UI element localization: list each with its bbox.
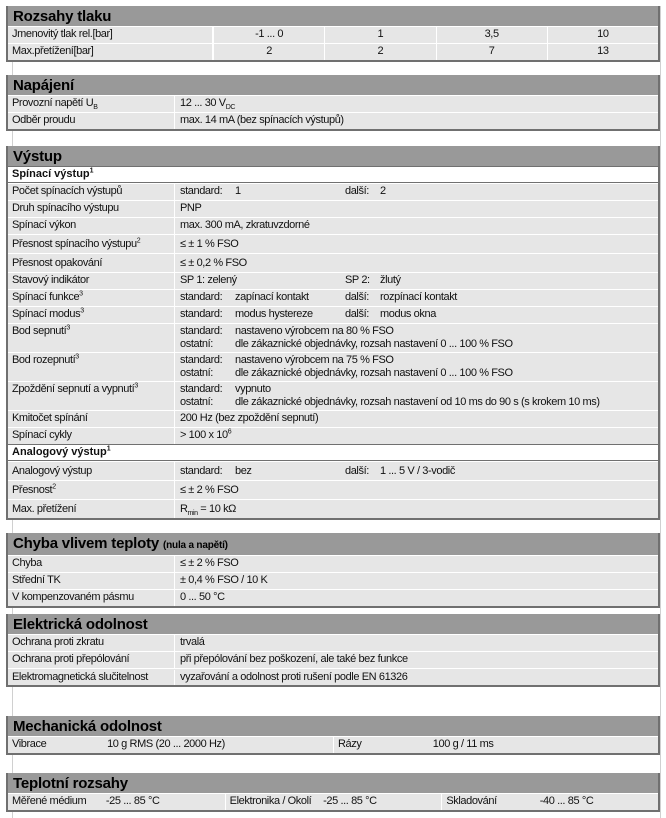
value-line bbox=[180, 396, 653, 409]
pair-value: -25 ... 85 °C bbox=[323, 795, 377, 807]
row-label-text: Bod sepnutí$^3$ bbox=[12, 324, 70, 337]
row-unit: [bar] bbox=[73, 45, 94, 57]
table-row bbox=[8, 272, 658, 289]
table-row bbox=[8, 634, 658, 651]
row-value bbox=[175, 428, 658, 444]
row-value-text: ≤ ± 2 % FSO bbox=[180, 557, 239, 569]
table-row bbox=[8, 200, 658, 217]
row-value-text: 200 Hz (bez zpoždění sepnutí) bbox=[180, 412, 319, 424]
other-value: žlutý bbox=[380, 274, 401, 286]
row-label-text: Provozní napětí $U_B$ bbox=[12, 97, 98, 112]
row-value bbox=[175, 500, 658, 518]
line-value: vypnuto bbox=[235, 383, 271, 395]
subsection-header bbox=[8, 444, 658, 461]
line-key: standard: bbox=[180, 325, 223, 337]
table-row bbox=[8, 499, 658, 518]
table-row bbox=[8, 555, 658, 572]
section-rozsahy-tlaku bbox=[6, 6, 660, 62]
row-label bbox=[8, 462, 175, 480]
row-value-text: 12 ... 30 $V_{DC}$ bbox=[180, 97, 236, 112]
row-label-text: Spínací modus$^3$ bbox=[12, 307, 84, 320]
table-row bbox=[8, 352, 658, 381]
row-value bbox=[175, 113, 658, 129]
row-label bbox=[8, 113, 175, 129]
row-label-text: Přesnost$^2$ bbox=[12, 483, 56, 496]
section-elektricka-odolnost bbox=[6, 614, 660, 687]
row-label bbox=[8, 590, 175, 606]
row-label bbox=[8, 273, 175, 289]
row-value bbox=[175, 590, 658, 606]
row-label-text: Ochrana proti zkratu bbox=[12, 636, 104, 648]
row-value-text: max. 14 mA (bez spínacích výstupů) bbox=[180, 114, 344, 126]
pair-value: -25 ... 85 °C bbox=[105, 795, 160, 807]
row-label-text: Počet spínacích výstupů bbox=[12, 185, 123, 197]
pair-cell bbox=[8, 737, 333, 753]
row-label bbox=[8, 44, 213, 60]
row-label bbox=[8, 652, 175, 668]
standard-value: 1 bbox=[235, 185, 241, 197]
row-label-text: Zpoždění sepnutí a vypnutí$^3$ bbox=[12, 382, 138, 395]
row-label-text: Přesnost spínacího výstupu$^2$ bbox=[12, 237, 141, 250]
standard-key: standard: bbox=[180, 308, 223, 320]
value-cell: 3,5 bbox=[436, 27, 547, 43]
row-value-text: ≤ ± 1 % FSO bbox=[180, 238, 239, 250]
value-line bbox=[180, 367, 653, 380]
row-value bbox=[175, 573, 658, 589]
row-value-text: PNP bbox=[180, 202, 202, 214]
row-label-text-subscript: B bbox=[93, 104, 98, 112]
line-value: dle zákaznické objednávky, rozsah nastavení od 10 ms do 90 s (s krokem 10 ms) bbox=[235, 396, 600, 408]
line-key: standard: bbox=[180, 383, 223, 395]
row-label-text: Spínací výkon bbox=[12, 219, 76, 231]
row-label-text: Druh spínacího výstupu bbox=[12, 202, 119, 214]
section-mechanicka-odolnost bbox=[6, 716, 660, 755]
section-chyba-vlivem-teploty bbox=[6, 533, 660, 608]
table-row bbox=[8, 112, 658, 129]
line-value: dle zákaznické objednávky, rozsah nastavení 0 ... 100 % FSO bbox=[235, 338, 513, 350]
row-label bbox=[8, 635, 175, 651]
subsection-label-superscript: 1 bbox=[89, 167, 94, 175]
row-value-text: > 100 x $10^6$ bbox=[180, 428, 232, 441]
pair-label: Měřené médium bbox=[12, 795, 87, 807]
section-teplotni-rozsahy bbox=[6, 773, 660, 812]
value-line bbox=[180, 354, 653, 367]
row-value bbox=[175, 382, 658, 410]
row-value-text: při přepólování bez poškození, ale také bez funkce bbox=[180, 653, 408, 665]
row-label-text: Elektromagnetická slučitelnost bbox=[12, 670, 148, 683]
row-label-text: V kompenzovaném pásmu bbox=[12, 591, 134, 603]
pair-label: Vibrace bbox=[12, 738, 47, 750]
other-key: další: bbox=[345, 185, 369, 197]
row-value bbox=[175, 218, 658, 234]
subsection-label: Analogový výstup$^1$ bbox=[12, 445, 111, 458]
standard-key: standard: bbox=[180, 185, 223, 197]
line-value: dle zákaznické objednávky, rozsah nastavení 0 ... 100 % FSO bbox=[235, 367, 513, 379]
table-row bbox=[8, 306, 658, 323]
pair-label: Elektronika / Okolí bbox=[229, 795, 312, 807]
row-value-text: ± 0,4 % FSO / 10 K bbox=[180, 574, 268, 586]
pair-value: -40 ... 85 °C bbox=[539, 795, 594, 807]
row-value-text-subscript: DC bbox=[225, 104, 236, 112]
row-value bbox=[175, 184, 658, 200]
standard-key: standard: bbox=[180, 465, 223, 477]
other-key: další: bbox=[345, 308, 369, 320]
line-value: nastaveno výrobcem na 80 % FSO bbox=[235, 325, 394, 337]
row-value bbox=[175, 290, 658, 306]
row-value bbox=[175, 254, 658, 272]
row-value bbox=[175, 670, 658, 685]
row-value bbox=[175, 481, 658, 499]
row-label-text: Max. přetížení bbox=[12, 503, 77, 515]
value-cell: 10 bbox=[547, 27, 658, 43]
table-row bbox=[8, 793, 658, 810]
value-cell: 2 bbox=[324, 44, 435, 60]
section-title: Rozsahy tlaku bbox=[8, 6, 658, 26]
value-line bbox=[180, 383, 653, 396]
row-label bbox=[8, 411, 175, 427]
table-row bbox=[8, 381, 658, 410]
row-label-text: Kmitočet spínání bbox=[12, 412, 88, 424]
row-label-text-superscript: 3 bbox=[75, 353, 79, 361]
row-label-text-superscript: 2 bbox=[136, 237, 141, 245]
row-label bbox=[8, 428, 175, 444]
row-label bbox=[8, 201, 175, 217]
row-value-text: vyzařování a odolnost proti rušení podle EN 61326 bbox=[180, 670, 408, 683]
table-row bbox=[8, 427, 658, 444]
line-key: ostatní: bbox=[180, 338, 213, 350]
row-value bbox=[175, 411, 658, 427]
row-label bbox=[8, 290, 175, 306]
row-value bbox=[175, 201, 658, 217]
table-row bbox=[8, 183, 658, 200]
row-label-text: Spínací funkce$^3$ bbox=[12, 290, 83, 303]
row-label-text: Analogový výstup bbox=[12, 465, 92, 477]
table-row bbox=[8, 572, 658, 589]
other-value: modus okna bbox=[380, 308, 436, 320]
section-title: Chyba vlivem teploty (nula a napětí) bbox=[8, 533, 658, 555]
standard-value: modus hystereze bbox=[235, 308, 313, 320]
line-key: standard: bbox=[180, 354, 223, 366]
row-value bbox=[175, 353, 658, 381]
other-value: rozpínací kontakt bbox=[380, 291, 457, 303]
row-value bbox=[175, 96, 658, 112]
table-row bbox=[8, 651, 658, 668]
table-row bbox=[8, 410, 658, 427]
standard-value: bez bbox=[235, 465, 252, 477]
line-key: ostatní: bbox=[180, 367, 213, 379]
value-cell: 13 bbox=[547, 44, 658, 60]
row-label bbox=[8, 353, 175, 381]
row-label-text: Přesnost opakování bbox=[12, 257, 103, 269]
subsection-header bbox=[8, 166, 658, 183]
section-title: Výstup bbox=[8, 146, 658, 166]
other-value: 2 bbox=[380, 185, 386, 197]
pair-value: 100 g / 11 ms bbox=[432, 738, 494, 750]
row-value-text: ≤ ± 2 % FSO bbox=[180, 484, 239, 496]
table-row bbox=[8, 95, 658, 112]
row-label-text: Stavový indikátor bbox=[12, 274, 89, 286]
row-label bbox=[8, 27, 213, 43]
subsection-label: Spínací výstup$^1$ bbox=[12, 167, 94, 180]
row-label bbox=[8, 481, 175, 499]
row-label bbox=[8, 96, 175, 112]
value-cell: 1 bbox=[324, 27, 435, 43]
section-title: Elektrická odolnost bbox=[8, 614, 658, 634]
section-title: Mechanická odolnost bbox=[8, 716, 658, 736]
pair-cell bbox=[333, 737, 658, 753]
row-value bbox=[175, 652, 658, 668]
row-value-text: 0 ... 50 °C bbox=[180, 591, 225, 603]
table-row bbox=[8, 253, 658, 272]
value-cell: 2 bbox=[213, 44, 324, 60]
line-value: nastaveno výrobcem na 75 % FSO bbox=[235, 354, 394, 366]
row-label bbox=[8, 573, 175, 589]
table-row bbox=[8, 589, 658, 606]
section-title: Napájení bbox=[8, 75, 658, 95]
row-value bbox=[175, 235, 658, 253]
pair-cell bbox=[441, 794, 658, 810]
row-label bbox=[8, 184, 175, 200]
table-row bbox=[8, 480, 658, 499]
pair-cell bbox=[225, 794, 442, 810]
row-label-text-superscript: 3 bbox=[66, 324, 70, 332]
value-line bbox=[180, 325, 653, 338]
row-value bbox=[175, 635, 658, 651]
other-key: další: bbox=[345, 291, 369, 303]
table-row bbox=[8, 217, 658, 234]
row-label-text: Chyba bbox=[12, 557, 42, 569]
row-label-text: Jmenovitý tlak rel. bbox=[12, 28, 93, 40]
table-row bbox=[8, 234, 658, 253]
row-value-text: trvalá bbox=[180, 636, 205, 648]
pair-value: 10 g RMS (20 ... 2000 Hz) bbox=[107, 738, 225, 750]
pair-cell bbox=[8, 794, 225, 810]
row-label bbox=[8, 670, 175, 685]
row-value bbox=[175, 556, 658, 572]
table-row bbox=[8, 736, 658, 753]
row-unit: [bar] bbox=[92, 28, 113, 40]
table-row bbox=[8, 461, 658, 480]
row-value bbox=[175, 324, 658, 352]
row-label-text-superscript: 3 bbox=[79, 290, 83, 298]
row-label bbox=[8, 218, 175, 234]
line-key: ostatní: bbox=[180, 396, 213, 408]
row-value-text-subscript: min bbox=[187, 510, 198, 518]
row-label bbox=[8, 324, 175, 352]
row-value-text: ≤ ± 0,2 % FSO bbox=[180, 257, 247, 269]
subsection-label-superscript: 1 bbox=[106, 445, 111, 453]
row-label-text: Spínací cykly bbox=[12, 429, 72, 441]
table-row bbox=[8, 323, 658, 352]
pair-label: Rázy bbox=[338, 738, 362, 750]
row-label bbox=[8, 556, 175, 572]
row-value bbox=[175, 462, 658, 480]
row-label-text-superscript: 3 bbox=[134, 382, 138, 390]
section-title: Teplotní rozsahy bbox=[8, 773, 658, 793]
section-title-note: (nula a napětí) bbox=[163, 540, 228, 551]
row-label bbox=[8, 500, 175, 518]
standard-key: standard: bbox=[180, 291, 223, 303]
row-label-text: Střední TK bbox=[12, 574, 61, 586]
table-row bbox=[8, 26, 658, 43]
section-napajeni bbox=[6, 75, 660, 131]
row-label bbox=[8, 382, 175, 410]
row-value-text: $R_{min} = 10$ kΩ bbox=[180, 503, 236, 518]
section-vystup bbox=[6, 146, 660, 520]
standard-value: zapínací kontakt bbox=[235, 291, 309, 303]
row-label bbox=[8, 235, 175, 253]
row-label-text-superscript: 3 bbox=[80, 307, 84, 315]
other-value: 1 ... 5 V / 3-vodič bbox=[380, 465, 455, 477]
value-line bbox=[180, 338, 653, 351]
row-label-text: Ochrana proti přepólování bbox=[12, 653, 130, 665]
datasheet bbox=[0, 6, 666, 818]
row-label-text: Bod rozepnutí$^3$ bbox=[12, 353, 79, 366]
row-value bbox=[175, 273, 658, 289]
row-label bbox=[8, 307, 175, 323]
row-value-text-superscript: 6 bbox=[227, 428, 232, 436]
row-label-text-superscript: 2 bbox=[52, 483, 56, 491]
row-label-text: Odběr proudu bbox=[12, 114, 76, 126]
table-row bbox=[8, 289, 658, 306]
table-row bbox=[8, 43, 658, 60]
row-label-text: Max.přetížení bbox=[12, 45, 74, 57]
row-value bbox=[175, 307, 658, 323]
pair-label: Skladování bbox=[446, 795, 497, 807]
other-key: další: bbox=[345, 465, 369, 477]
row-label bbox=[8, 254, 175, 272]
value-cell: 7 bbox=[436, 44, 547, 60]
value-cell: -1 ... 0 bbox=[213, 27, 324, 43]
standard-key: SP 1: zelený bbox=[180, 274, 237, 286]
row-value-text: max. 300 mA, zkratuvzdorné bbox=[180, 219, 310, 231]
other-key: SP 2: bbox=[345, 274, 370, 286]
table-row bbox=[8, 668, 658, 685]
